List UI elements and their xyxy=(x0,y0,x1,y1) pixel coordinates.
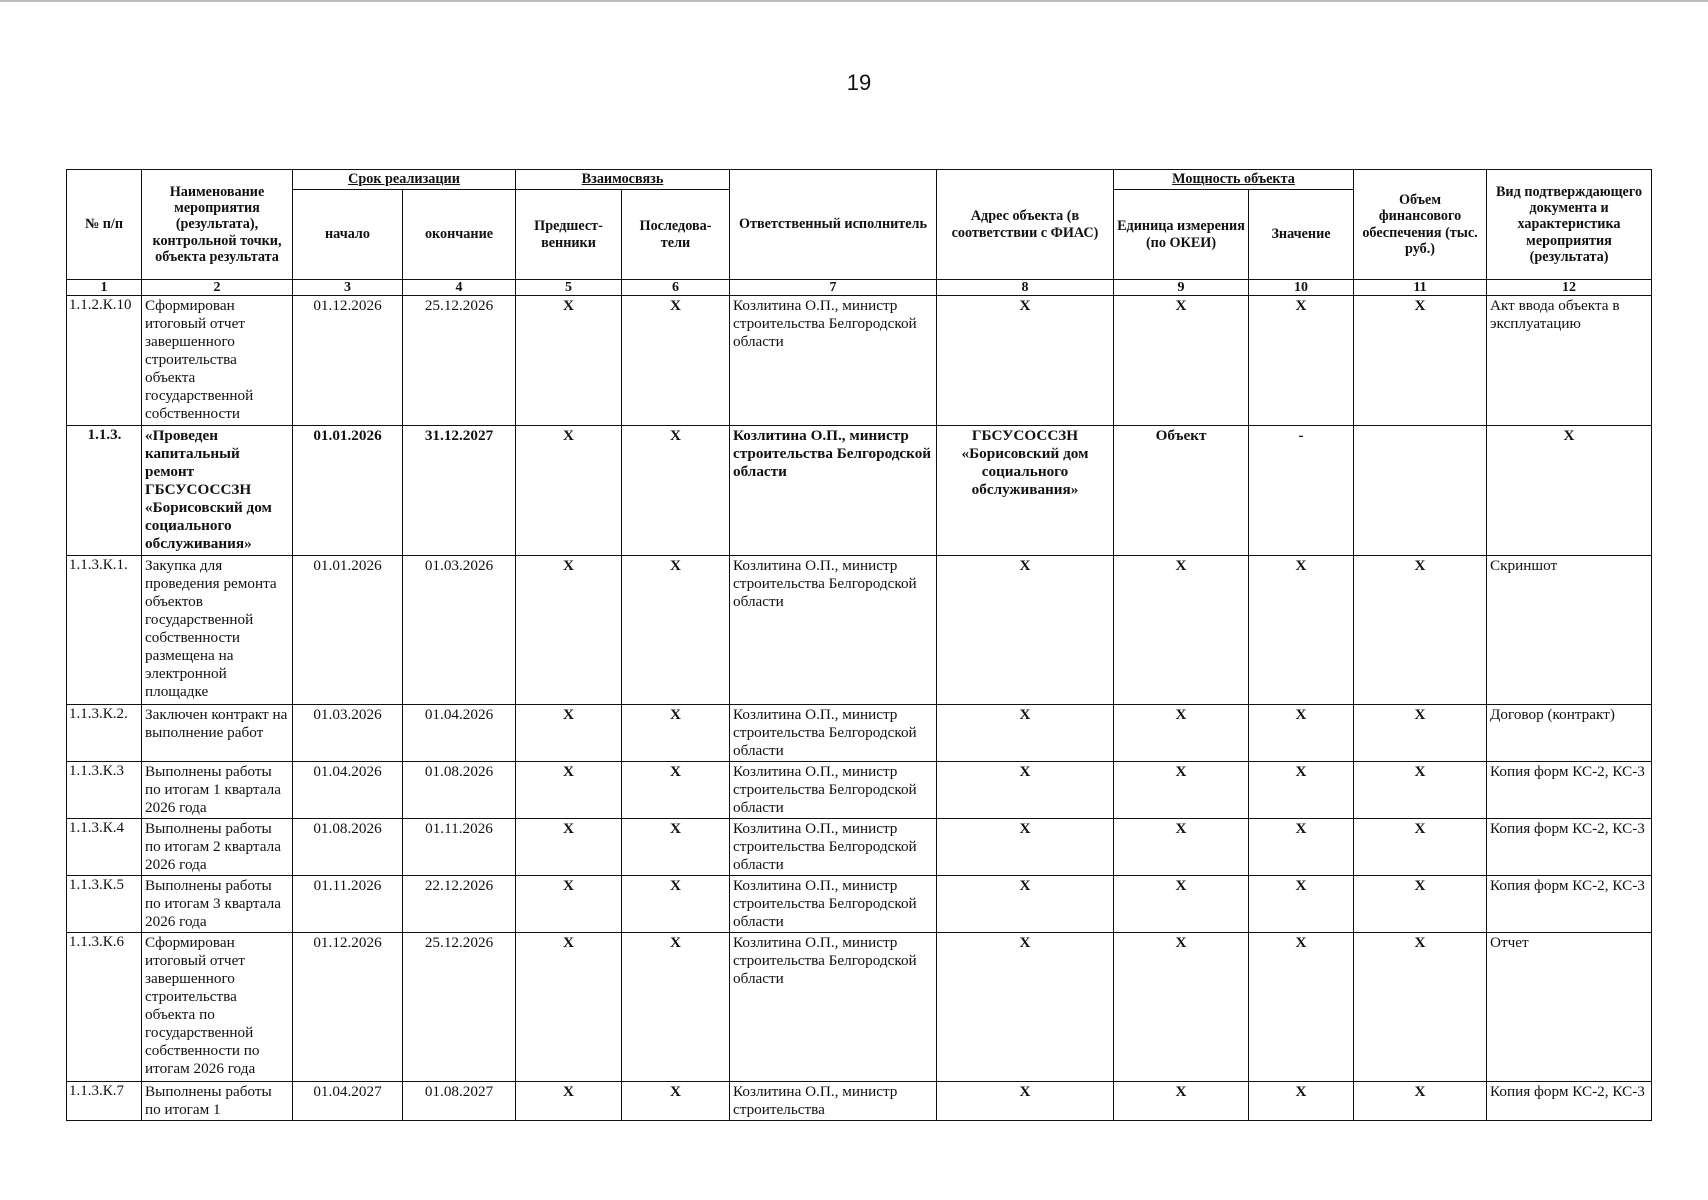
row-name: Заключен контракт на выполнение работ xyxy=(142,705,293,762)
column-number: 5 xyxy=(516,280,622,296)
column-number: 4 xyxy=(403,280,516,296)
header-number: № п/п xyxy=(67,170,142,280)
table-row xyxy=(67,426,1652,556)
row-start: 01.12.2026 xyxy=(293,296,403,426)
row-predecessors: X xyxy=(516,819,622,876)
row-finance xyxy=(1354,426,1487,556)
row-value: X xyxy=(1249,556,1354,705)
row-start: 01.04.2027 xyxy=(293,1082,403,1121)
header-term-group: Срок реализации xyxy=(293,170,516,190)
row-responsible: Козлитина О.П., министр строительства Белгородской области xyxy=(730,705,937,762)
row-unit: X xyxy=(1114,762,1249,819)
column-number: 9 xyxy=(1114,280,1249,296)
row-predecessors: X xyxy=(516,296,622,426)
header-name: Наименование мероприятия (результата), контрольной точки, объекта результата xyxy=(142,170,293,280)
row-address: X xyxy=(937,1082,1114,1121)
row-predecessors: X xyxy=(516,705,622,762)
row-predecessors: X xyxy=(516,876,622,933)
row-end: 31.12.2027 xyxy=(403,426,516,556)
row-unit: X xyxy=(1114,705,1249,762)
row-id: 1.1.3.К.7 xyxy=(67,1082,142,1121)
header-responsible: Ответственный исполнитель xyxy=(730,170,937,280)
row-document: Договор (контракт) xyxy=(1487,705,1652,762)
table-row xyxy=(67,705,1652,762)
row-id: 1.1.3.К.4 xyxy=(67,819,142,876)
row-unit: X xyxy=(1114,1082,1249,1121)
column-number: 6 xyxy=(622,280,730,296)
row-document: Копия форм КС-2, КС-3 xyxy=(1487,819,1652,876)
table-row xyxy=(67,1082,1652,1121)
row-value: X xyxy=(1249,819,1354,876)
row-finance: X xyxy=(1354,296,1487,426)
table-row xyxy=(67,933,1652,1082)
row-value: X xyxy=(1249,876,1354,933)
row-responsible: Козлитина О.П., министр строительства Белгородской области xyxy=(730,876,937,933)
row-value: X xyxy=(1249,762,1354,819)
row-value: X xyxy=(1249,705,1354,762)
column-number: 2 xyxy=(142,280,293,296)
row-unit: X xyxy=(1114,296,1249,426)
row-successors: X xyxy=(622,556,730,705)
table-row xyxy=(67,876,1652,933)
row-address: X xyxy=(937,933,1114,1082)
row-start: 01.11.2026 xyxy=(293,876,403,933)
row-value: X xyxy=(1249,933,1354,1082)
header-end: окончание xyxy=(403,190,516,280)
row-name: Закупка для проведения ремонта объектов государственной собственности размещена на электронной площадке xyxy=(142,556,293,705)
row-address: X xyxy=(937,876,1114,933)
column-number: 8 xyxy=(937,280,1114,296)
row-name: Выполнены работы по итогам 3 квартала 2026 года xyxy=(142,876,293,933)
row-address: X xyxy=(937,296,1114,426)
table-row xyxy=(67,762,1652,819)
row-finance: X xyxy=(1354,933,1487,1082)
row-document: Скриншот xyxy=(1487,556,1652,705)
row-start: 01.01.2026 xyxy=(293,556,403,705)
table-row xyxy=(67,296,1652,426)
row-predecessors: X xyxy=(516,762,622,819)
row-successors: X xyxy=(622,762,730,819)
row-responsible: Козлитина О.П., министр строительства Белгородской области xyxy=(730,762,937,819)
header-capacity-group: Мощность объекта xyxy=(1114,170,1354,190)
row-finance: X xyxy=(1354,1082,1487,1121)
header-address: Адрес объекта (в соответствии с ФИАС) xyxy=(937,170,1114,280)
row-predecessors: X xyxy=(516,556,622,705)
row-value: X xyxy=(1249,1082,1354,1121)
row-end: 25.12.2026 xyxy=(403,933,516,1082)
row-document: Отчет xyxy=(1487,933,1652,1082)
row-finance: X xyxy=(1354,556,1487,705)
row-start: 01.01.2026 xyxy=(293,426,403,556)
header-unit: Единица измерения (по ОКЕИ) xyxy=(1114,190,1249,280)
row-start: 01.12.2026 xyxy=(293,933,403,1082)
row-responsible: Козлитина О.П., министр строительства Белгородской области xyxy=(730,426,937,556)
row-id: 1.1.2.К.10 xyxy=(67,296,142,426)
row-finance: X xyxy=(1354,876,1487,933)
row-name: Сформирован итоговый отчет завершенного строительства объекта по государственной собственности по итогам 2026 года xyxy=(142,933,293,1082)
row-end: 25.12.2026 xyxy=(403,296,516,426)
table-row xyxy=(67,556,1652,705)
row-name: Выполнены работы по итогам 2 квартала 2026 года xyxy=(142,819,293,876)
row-end: 22.12.2026 xyxy=(403,876,516,933)
column-number: 10 xyxy=(1249,280,1354,296)
row-successors: X xyxy=(622,819,730,876)
row-address: ГБСУСОССЗН «Борисовский дом социального обслуживания» xyxy=(937,426,1114,556)
row-successors: X xyxy=(622,426,730,556)
column-number: 11 xyxy=(1354,280,1487,296)
row-id: 1.1.3. xyxy=(67,426,142,556)
row-unit: X xyxy=(1114,876,1249,933)
column-number: 7 xyxy=(730,280,937,296)
column-number: 3 xyxy=(293,280,403,296)
row-start: 01.08.2026 xyxy=(293,819,403,876)
row-value: X xyxy=(1249,296,1354,426)
row-responsible: Козлитина О.П., министр строительства Белгородской области xyxy=(730,556,937,705)
row-predecessors: X xyxy=(516,933,622,1082)
row-end: 01.03.2026 xyxy=(403,556,516,705)
row-end: 01.08.2026 xyxy=(403,762,516,819)
row-value: - xyxy=(1249,426,1354,556)
row-document: Акт ввода объекта в эксплуатацию xyxy=(1487,296,1652,426)
row-finance: X xyxy=(1354,819,1487,876)
header-finance: Объем финансового обеспечения (тыс. руб.) xyxy=(1354,170,1487,280)
row-unit: X xyxy=(1114,556,1249,705)
row-responsible: Козлитина О.П., министр строительства Белгородской области xyxy=(730,296,937,426)
table-row xyxy=(67,819,1652,876)
header-link-group: Взаимосвязь xyxy=(516,170,730,190)
row-predecessors: X xyxy=(516,1082,622,1121)
row-id: 1.1.3.К.2. xyxy=(67,705,142,762)
row-document: Копия форм КС-2, КС-3 xyxy=(1487,876,1652,933)
page-number: 19 xyxy=(846,70,872,95)
row-responsible: Козлитина О.П., министр строительства xyxy=(730,1082,937,1121)
row-finance: X xyxy=(1354,762,1487,819)
row-address: X xyxy=(937,556,1114,705)
row-unit: X xyxy=(1114,819,1249,876)
row-predecessors: X xyxy=(516,426,622,556)
header-successors: Последова-тели xyxy=(622,190,730,280)
row-name: Выполнены работы по итогам 1 квартала 2026 года xyxy=(142,762,293,819)
row-finance: X xyxy=(1354,705,1487,762)
row-end: 01.04.2026 xyxy=(403,705,516,762)
row-successors: X xyxy=(622,876,730,933)
header-document: Вид подтверждающего документа и характеристика мероприятия (результата) xyxy=(1487,170,1652,280)
row-start: 01.03.2026 xyxy=(293,705,403,762)
header-value: Значение xyxy=(1249,190,1354,280)
row-id: 1.1.3.К.6 xyxy=(67,933,142,1082)
row-address: X xyxy=(937,819,1114,876)
header-predecessors: Предшест-венники xyxy=(516,190,622,280)
row-successors: X xyxy=(622,1082,730,1121)
column-number: 12 xyxy=(1487,280,1652,296)
row-unit: X xyxy=(1114,933,1249,1082)
row-document: Копия форм КС-2, КС-3 xyxy=(1487,762,1652,819)
row-name: «Проведен капитальный ремонт ГБСУСОССЗН «Борисовский дом социального обслуживания» xyxy=(142,426,293,556)
row-start: 01.04.2026 xyxy=(293,762,403,819)
row-address: X xyxy=(937,762,1114,819)
activities-table xyxy=(66,169,1652,1121)
row-address: X xyxy=(937,705,1114,762)
row-end: 01.08.2027 xyxy=(403,1082,516,1121)
row-successors: X xyxy=(622,296,730,426)
row-id: 1.1.3.К.3 xyxy=(67,762,142,819)
top-border-line xyxy=(0,0,1708,2)
row-end: 01.11.2026 xyxy=(403,819,516,876)
row-name: Сформирован итоговый отчет завершенного строительства объекта государственной собственности xyxy=(142,296,293,426)
row-document: Копия форм КС-2, КС-3 xyxy=(1487,1082,1652,1121)
row-document: X xyxy=(1487,426,1652,556)
row-successors: X xyxy=(622,705,730,762)
row-successors: X xyxy=(622,933,730,1082)
row-responsible: Козлитина О.П., министр строительства Белгородской области xyxy=(730,933,937,1082)
header-start: начало xyxy=(293,190,403,280)
row-name: Выполнены работы по итогам 1 xyxy=(142,1082,293,1121)
row-responsible: Козлитина О.П., министр строительства Белгородской области xyxy=(730,819,937,876)
column-number: 1 xyxy=(67,280,142,296)
row-id: 1.1.3.К.5 xyxy=(67,876,142,933)
row-unit: Объект xyxy=(1114,426,1249,556)
row-id: 1.1.3.К.1. xyxy=(67,556,142,705)
